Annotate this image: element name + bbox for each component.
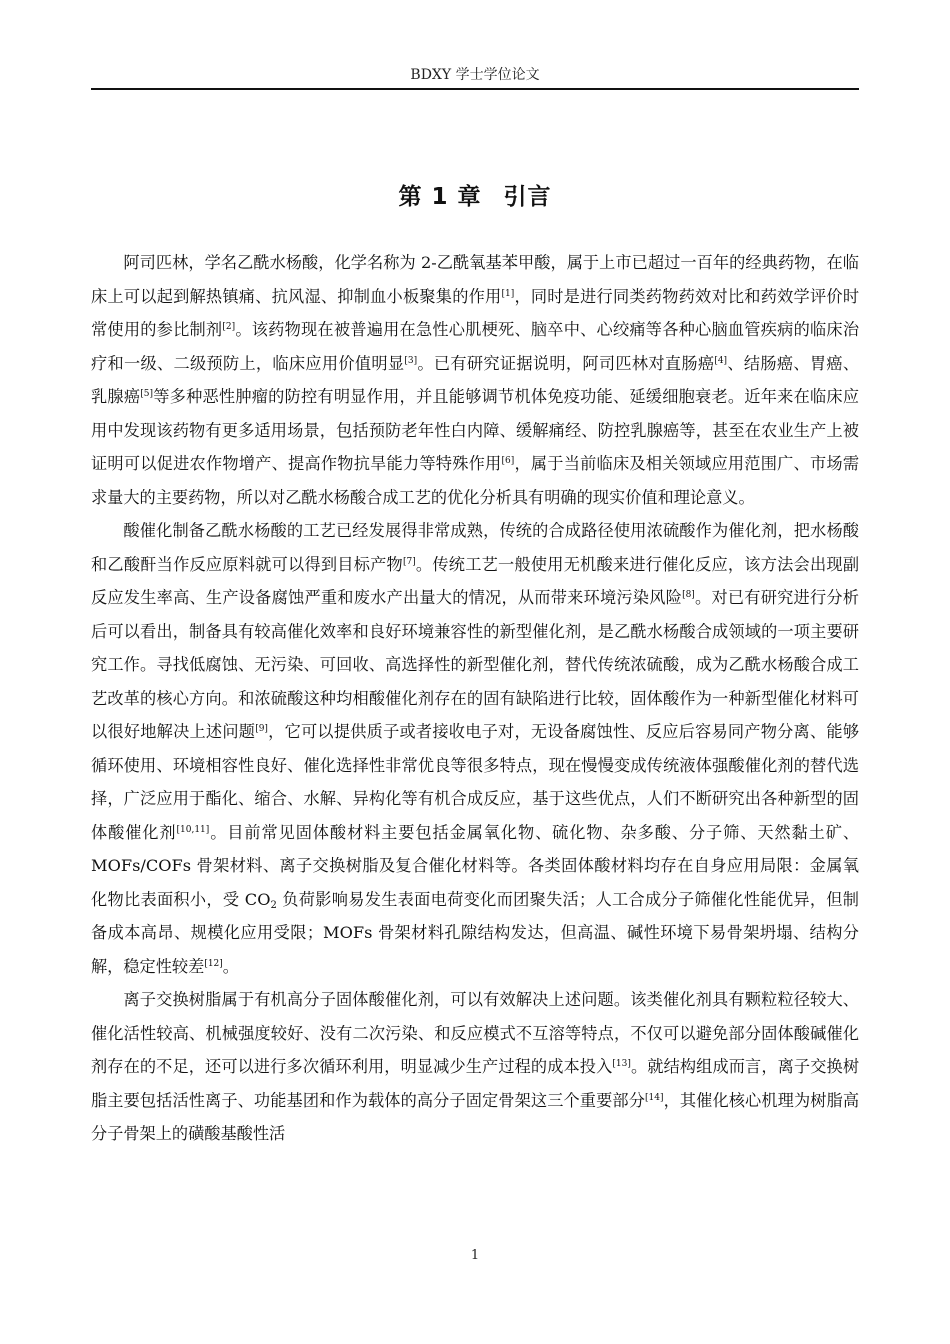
- text-run: ，它可以提供质子或者接收电子对，无设备腐蚀性、反应后容易同产物分离、能够循环使用、环境相容性良好、催化选择性非常优良等很多特点，现在慢慢变成传统液体强酸催化剂的替代选择，广泛应用于酯化、缩合、水解、异构化等有机合成反应，基于这些优点，人们不断研究出各种新型的固体酸催化剂: [91, 722, 859, 842]
- text-run: ，其催化核心机理为树脂高分子骨架上的磺酸基酸性活: [91, 1090, 860, 1143]
- header-rule: [91, 88, 859, 90]
- text-run: 。: [222, 956, 239, 976]
- text-run: 。已有研究证据说明，阿司匹林对直肠癌: [417, 353, 715, 373]
- citation-ref: [5]: [140, 389, 154, 399]
- chapter-heading: 引言: [503, 184, 552, 210]
- text-run: 离子交换树脂属于有机高分子固体酸催化剂，可以有效解决上述问题。该类催化剂具有颗粒粒径较大、催化活性较高、机械强度较好、没有二次污染、和反应模式不互溶等特点，不仅可以避免部分固体酸碱催化剂存在的不足，还可以进行多次循环利用，明显减少生产过程的成本投入: [91, 990, 859, 1076]
- text-run: 负荷影响易发生表面电荷变化而团聚失活；人工合成分子筛催化性能优异，但制备成本高昂、规模化应用受限；MOFs 骨架材料孔隙结构发达，但高温、碱性环境下易骨架坍塌、结构分解，稳定性较差: [91, 889, 859, 976]
- paragraph-2: [91, 514, 859, 983]
- text-run: 。就结构组成而言，离子交换树脂主要包括活性离子、功能基团和作为载体的高分子固定骨架这三个重要部分: [91, 1057, 860, 1110]
- citation-ref: [4]: [714, 355, 728, 366]
- citation-ref: [1]: [501, 288, 515, 299]
- text-run: 。该药物现在被普遍用在急性心肌梗死、脑卒中、心绞痛等各种心脑血管疾病的临床治疗和一级、二级预防上，临床应用价值明显: [91, 320, 860, 373]
- text-run: 等多种恶性肿瘤的防控有明显作用，并且能够调节机体免疫功能、延缓细胞衰老。近年来在临床应用中发现该药物有更多适用场景，包括预防老年性白内障、缓解痛经、防控乳腺癌等，甚至在农业生产上被证明可以促进农作物增产、提高作物抗旱能力等特殊作用: [91, 387, 860, 473]
- text-run: 、结肠癌、胃癌、乳腺癌: [91, 353, 860, 406]
- citation-ref: [9]: [255, 724, 268, 734]
- text-run: 。目前常见固体酸材料主要包括金属氧化物、硫化物、杂多酸、分子筛、天然黏土矿、MOFs/COFs 骨架材料、离子交换树脂及复合催化材料等。各类固体酸材料均存在自身应用局限：金属氧化物比表面积小，受 CO: [91, 822, 860, 909]
- citation-ref: [12]: [204, 958, 223, 969]
- citation-ref: [3]: [404, 355, 418, 366]
- citation-ref: [6]: [501, 456, 515, 466]
- text-run: 。传统工艺一般使用无机酸来进行催化反应，该方法会出现副反应发生率高、生产设备腐蚀严重和废水产出量大的情况，从而带来环境污染风险: [91, 554, 860, 607]
- citation-ref: [13]: [612, 1059, 631, 1069]
- body-text: [91, 246, 859, 1151]
- subscript: 2: [270, 899, 277, 911]
- citation-ref: [10,11]: [176, 824, 210, 835]
- page-number: 1: [470, 1248, 480, 1263]
- text-run: 。对已有研究进行分析后可以看出，制备具有较高催化效率和良好环境兼容性的新型催化剂，是乙酰水杨酸合成领域的一项主要研究工作。寻找低腐蚀、无污染、可回收、高选择性的新型催化剂，替代传统浓硫酸，成为乙酰水杨酸合成工艺改革的核心方向。和浓硫酸这种均相酸催化剂存在的固有缺陷进行比较，固体酸作为一种新型催化材料可以很好地解决上述问题: [91, 588, 859, 741]
- text-run: ，同时是进行同类药物药效对比和药效学评价时常使用的参比制剂: [91, 286, 860, 339]
- chapter-title: [91, 178, 859, 211]
- citation-ref: [8]: [682, 590, 695, 600]
- text-run: 阿司匹林，学名乙酰水杨酸，化学名称为 2-乙酰氧基苯甲酸，属于上市已超过一百年的经典药物，在临床上可以起到解热镇痛、抗风湿、抑制血小板聚集的作用: [91, 253, 859, 306]
- chapter-number: 第 1 章: [398, 184, 482, 210]
- running-header: BDXY 学士学位论文: [410, 67, 540, 83]
- citation-ref: [2]: [222, 322, 236, 332]
- text-run: 酸催化制备乙酰水杨酸的工艺已经发展得非常成熟，传统的合成路径使用浓硫酸作为催化剂，把水杨酸和乙酸酐当作反应原料就可以得到目标产物: [91, 521, 859, 574]
- paragraph-3: [91, 983, 859, 1151]
- paragraph-1: [91, 246, 859, 514]
- text-run: ，属于当前临床及相关领域应用范围广、市场需求量大的主要药物，所以对乙酰水杨酸合成工艺的优化分析具有明确的现实价值和理论意义。: [91, 454, 860, 507]
- citation-ref: [14]: [645, 1092, 664, 1103]
- citation-ref: [7]: [402, 556, 416, 567]
